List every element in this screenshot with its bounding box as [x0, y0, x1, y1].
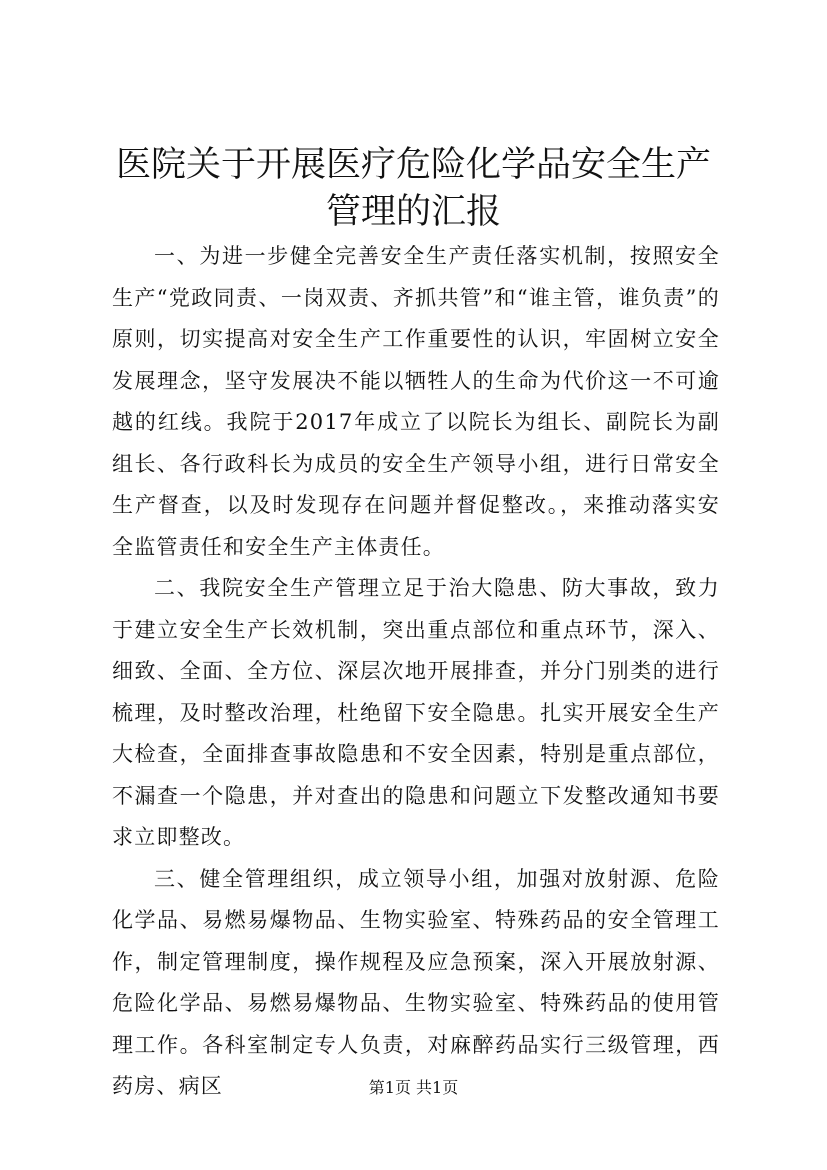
document-body — [112, 236, 720, 1108]
paragraph-3: 三、健全管理组织，成立领导小组，加强对放射源、危险化学品、易燃易爆物品、生物实验室、特殊药品的安全管理工作，制定管理制度，操作规程及应急预案，深入开展放射源、危险化学品、易燃易爆物品、生物实验室、特殊药品的使用管理工作。各科室制定专人负责，对麻醉药品实行三级管理，西药房、病区 — [112, 866, 720, 1098]
page-footer: 第1页 共1页 — [368, 1078, 459, 1097]
document-title: 医院关于开展医疗危险化学品安全生产管理的汇报 — [115, 145, 711, 232]
paragraph-1: 一、为进一步健全完善安全生产责任落实机制，按照安全生产“党政同责、一岗双责、齐抓共管”和“谁主管，谁负责”的原则，切实提高对安全生产工作重要性的认识，牢固树立安全发展理念，坚守发展决不能以牺牲人的生命为代价这一不可逾越的红线。我院于2017年成立了以院长为组长、副院长为副组长、各行政科长为成员的安全生产领导小组，进行日常安全生产督查，以及时发现存在问题并督促整改。，来推动落实安全监管责任和安全生产主体责任。 — [112, 244, 720, 559]
paragraph-2: 二、我院安全生产管理立足于治大隐患、防大事故，致力于建立安全生产长效机制，突出重点部位和重点环节，深入、细致、全面、全方位、深层次地开展排查，并分门别类的进行梳理，及时整改治理，杜绝留下安全隐患。扎实开展安全生产大检查，全面排查事故隐患和不安全因素，特别是重点部位，不漏查一个隐患，并对查出的隐患和问题立下发整改通知书要求立即整改。 — [112, 576, 720, 849]
